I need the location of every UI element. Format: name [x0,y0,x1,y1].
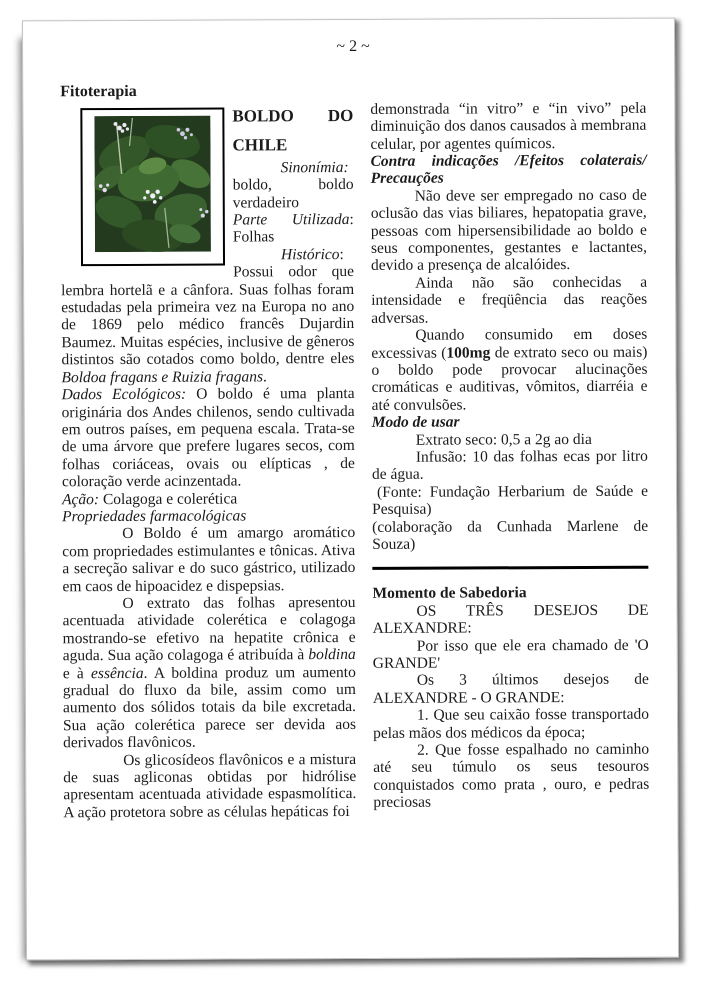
dados-ecologicos-label: Dados Ecológicos: [61,385,187,404]
paragraph-alexandre-2: Por isso que ele era chamado de 'O GRANDE' [372,636,649,672]
dose-100mg: 100mg [446,343,491,362]
propriedades-2-text: O extrato das folhas apresentou acentuada atividade colerética e colagoga mostrando-se efetivo na hepatite crônica e aguda. Sua ação colagoga é atribuída à [62,593,356,665]
historico-text: : Possui odor que lembra hortelã e a cânfora. Suas folhas foram estudadas pela primeira vez na Europa no ano de 1869 pelo médico francês Dujardin Baumez. Muitas espécies, inclusive de gêneros distintos são cotados como boldo, dentre eles [61,245,355,369]
contra-3-end: de extrato seco ou mais) o boldo pode provocar alucinações cromáticas e auditivas, vômitos, diarréia e até convulsões. [371,343,648,414]
parte-utilizada-label: Parte Utilizada [232,211,350,229]
propriedades-2-mid: e à [62,664,92,682]
heading-momento-de-sabedoria: Momento de Sabedoria [372,584,527,603]
section-heading-fitoterapia: Fitoterapia [60,83,137,101]
paragraph-continuation: demonstrada “in vitro” e “in vivo” pela diminuição dos danos causados à membrana celular, por agentes químicos. [370,99,647,153]
paragraph-alexandre-5: 2. Que fosse espalhado no caminho até seu túmulo os seus tesouros conquistados como prata , ouro, e pedras preciosas [373,740,650,812]
paragraph-alexandre-4: 1. Que seu caixão fosse transportado pelas mãos dos médicos da época; [373,705,650,742]
paragraph-propriedades-2 [62,594,356,752]
paragraph-historico [61,246,355,387]
paragraph-alexandre-3: Os 3 últimos desejos de ALEXANDRE - O GRANDE: [372,671,649,707]
article-title-line1: BOLDO DO [232,105,354,126]
heading-contra-indicacoes: Contra indicações /Efeitos colaterais/ Precauções [370,151,647,188]
scanned-page [22,18,679,961]
heading-propriedades-farmacologicas: Propriedades farmacológicas [62,507,247,526]
section-divider [372,566,648,570]
paragraph-contra-2: Ainda não são conhecidas a intensidade e freqüência das reações adversas. [371,273,648,327]
species-names: Boldoa fragans e Ruizia fragans [61,368,264,386]
paragraph-fonte: (Fonte: Fundação Herbarium de Saúde e Pesquisa) [372,482,649,519]
sinonimia-text: boldo, boldo verdadeiro [232,176,354,212]
essencia-term: essência [90,664,144,682]
paragraph-dados-ecologicos [62,385,355,491]
right-column [370,100,649,821]
paragraph-alexandre-1: OS TRÊS DESEJOS DE ALEXANDRE: [372,601,649,638]
paragraph-contra-1: Não deve ser empregado no caso de oclusão das vias biliares, hepatopatia grave, pessoas com hipersensibilidade ao boldo e seus componentes, gestantes e lactantes, devido a presença de alcalóides. [370,186,647,275]
paragraph-modo-1: Extrato seco: 0,5 a 2g ao dia [415,430,592,449]
acao-label: Ação: [62,490,100,508]
dados-ecologicos-text: O boldo é uma planta originária dos Andes chilenos, sendo cultivada em outros países, em pequena escala. Trata-se de uma árvore que prefere lugares secos, com folhas coriáceas, ovais ou elípticas , de coloração verde acinzentada. [61,385,355,491]
sinonimia-label: Sinonímia: [280,158,349,177]
boldo-plant-photo [94,115,211,252]
two-column-layout [60,100,649,822]
paragraph-propriedades-3: Os glicosídeos flavônicos e a mistura de suas agliconas obtidas por hidrólise apresentam acentuada atividade espasmolítica. A ação protetora sobre as células hepáticas foi [63,750,357,822]
historico-text-end: . [262,368,267,386]
acao-text: Colagoga e colerética [99,490,238,508]
paragraph-propriedades-1: O Boldo é um amargo aromático com propriedades estimulantes e tônicas. Ativa a secreção salivar e do suco gástrico, utilizado em caos de hipoacidez e dispepsias. [62,524,356,595]
propriedades-2-end: . A boldina produz um aumento gradual do fluxo da bile, assim como um aumento dos sólidos totais da bile excretada. Sua ação colerética parece ser devida aos derivados flavônicos. [62,663,357,752]
paragraph-acao [62,490,355,509]
page-number: ~ 2 ~ [336,37,370,56]
article-title-line2: CHILE [232,135,288,155]
paragraph-colaboracao: (colaboração da Cunhada Marlene de Souza) [372,517,649,553]
page-content [60,37,649,822]
contra-3-text: Quando consumido em doses excessivas ( [371,325,648,362]
left-column [60,101,356,822]
paragraph-modo-2: Infusão: 10 das folhas ecas por litro de água. [371,447,648,484]
boldo-photo-frame [80,107,225,266]
historico-label: Histórico [280,245,340,264]
parte-utilizada-text: : Folhas [232,211,354,246]
paragraph-contra-3 [371,326,647,414]
boldina-term: boldina [308,646,356,664]
heading-modo-de-usar: Modo de usar [371,413,460,432]
